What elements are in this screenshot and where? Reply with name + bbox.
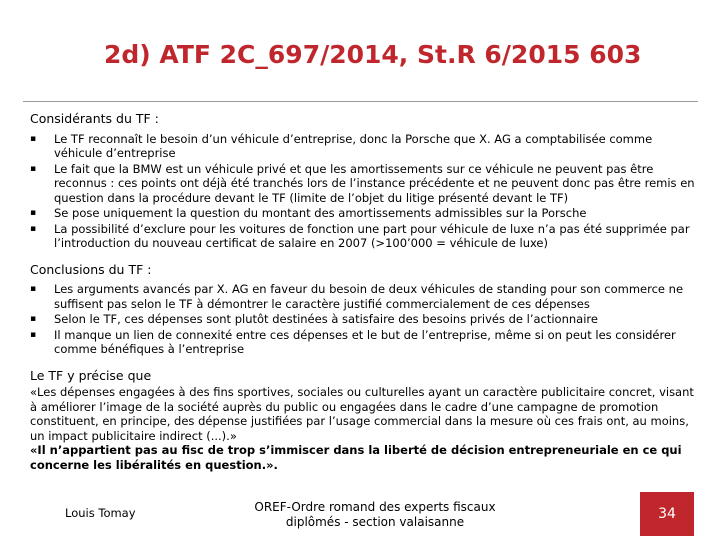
quote-fisc: «Il n’appartient pas au fisc de trop s’immiscer dans la liberté de décision entrepreneuriale en ce qui concerne les libéralités en question.».: [30, 443, 682, 472]
conclusions-heading: Conclusions du TF :: [30, 261, 152, 277]
footer-author: Louis Tomay: [65, 506, 136, 520]
bullet-icon: ▪: [30, 208, 37, 218]
considerants-list: [30, 132, 702, 251]
bullet-icon: ▪: [30, 329, 37, 340]
list-item: ▪ Le TF reconnaît le besoin d’un véhicule d’entreprise, donc la Porsche que X. AG a comptabilisée comme véhicule d’entreprise: [30, 131, 653, 160]
bullet-icon: ▪: [30, 314, 37, 324]
slide-body: [30, 112, 702, 472]
list-item: ▪ Les arguments avancés par X. AG en faveur du besoin de deux véhicules de standing pour son commerce ne suffisent pas selon le TF à démontrer le caractère justifié commercialement de ces dépenses: [30, 282, 684, 311]
list-item: ▪ Se pose uniquement la question du montant des amortissements admissibles sur la Porsche: [30, 206, 587, 220]
list-item: ▪ Il manque un lien de connexité entre ces dépenses et le but de l’entreprise, même si on peut les considérer comme bénéfiques à l’entreprise: [30, 327, 676, 356]
quote-publicity: «Les dépenses engagées à des fins sportives, sociales ou culturelles ayant un caractère publicitaire concret, visant à améliorer l’image de la société auprès du public ou engagées dans le cadre d’une campagne de promotion constituent, en principe, des dépense justifiées par l’usage commercial dans la mesure où ces frais ont, au moins, un impact publicitaire indirect (...).»: [30, 385, 694, 443]
list-item: ▪ La possibilité d’exclure pour les voitures de fonction une part pour véhicule de luxe n’a pas été supprimée par l’introduction du nouveau certificat de salaire en 2007 (>100’000 = véhicule de luxe): [30, 221, 690, 250]
list-item: ▪ Selon le TF, ces dépenses sont plutôt destinées à satisfaire des besoins privés de l’actionnaire: [30, 312, 598, 326]
precise-heading: Le TF y précise que: [30, 367, 152, 383]
slide-title: 2d) ATF 2C_697/2014, St.R 6/2015 603: [104, 40, 642, 69]
list-item: ▪ Le fait que la BMW est un véhicule privé et que les amortissements sur ce véhicule ne peuvent pas être reconnus : ces points ont déjà été tranchés lors de l’instance précédente et ne peuvent donc pas être remis en question dans la procédure devant le TF (limite de l’objet du litige présenté devant le TF): [30, 161, 695, 205]
bullet-icon: ▪: [30, 163, 37, 174]
footer-org-line-2: diplômés - section valaisanne: [285, 515, 465, 529]
bullet-icon: ▪: [30, 223, 37, 234]
title-divider: [23, 101, 698, 102]
footer-organization: [200, 500, 550, 530]
bullet-icon: ▪: [30, 284, 37, 294]
page-number-badge: [640, 492, 694, 536]
considerants-heading: Considérants du TF :: [30, 111, 159, 126]
conclusions-list: [30, 282, 702, 357]
page-number: 34: [658, 506, 676, 522]
bullet-icon: ▪: [30, 133, 37, 144]
footer-org-line-1: OREF-Ordre romand des experts fiscaux: [254, 500, 496, 514]
